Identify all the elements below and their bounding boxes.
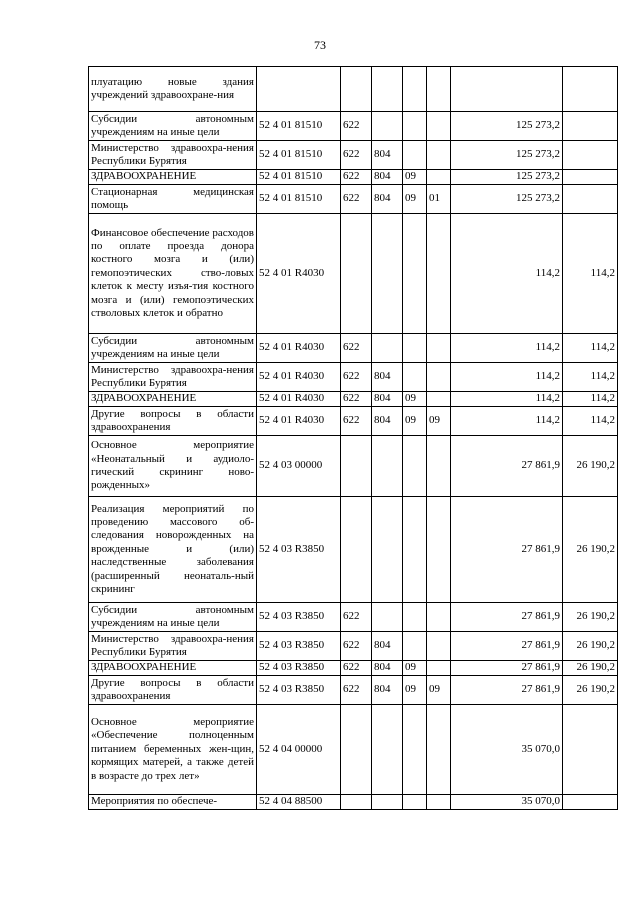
row-amount-1: 35 070,0 [451, 705, 563, 795]
budget-table-body [89, 67, 618, 810]
row-subsection [427, 112, 451, 141]
row-subsection [427, 705, 451, 795]
row-amount-2 [563, 795, 618, 810]
page-number: 73 [314, 38, 326, 52]
row-section: 09 [403, 661, 427, 676]
row-code: 52 4 01 81510 [257, 141, 341, 170]
row-expense-type: 622 [341, 632, 372, 661]
row-code: 52 4 04 00000 [257, 705, 341, 795]
row-amount-2: 26 190,2 [563, 436, 618, 497]
row-expense-type: 622 [341, 112, 372, 141]
row-amount-1: 125 273,2 [451, 185, 563, 214]
row-section [403, 141, 427, 170]
row-expense-type: 622 [341, 185, 372, 214]
row-section [403, 632, 427, 661]
row-section [403, 112, 427, 141]
row-code: 52 4 01 R4030 [257, 392, 341, 407]
row-amount-1: 125 273,2 [451, 112, 563, 141]
row-name: Другие вопросы в области здравоохранения [89, 676, 257, 705]
row-amount-1: 114,2 [451, 407, 563, 436]
table-row [89, 392, 618, 407]
row-section [403, 67, 427, 112]
row-section: 09 [403, 392, 427, 407]
row-name: ЗДРАВООХРАНЕНИЕ [89, 661, 257, 676]
row-name: Реализация мероприятий по проведению массового об-следования новорожденных на врожденные и (или) наследственные заболевания (расширенный неонаталь-ный скрининг [89, 497, 257, 603]
row-code: 52 4 03 R3850 [257, 632, 341, 661]
row-code [257, 67, 341, 112]
row-ministry [372, 497, 403, 603]
table-row [89, 185, 618, 214]
row-code: 52 4 01 81510 [257, 170, 341, 185]
row-amount-2: 114,2 [563, 392, 618, 407]
row-name: Министерство здравоохра-нения Республики Бурятия [89, 141, 257, 170]
row-name: Основное мероприятие «Неонатальный и аудиоло-гический скрининг ново-рожденных» [89, 436, 257, 497]
row-amount-1: 114,2 [451, 214, 563, 334]
table-row [89, 603, 618, 632]
row-code: 52 4 01 81510 [257, 112, 341, 141]
row-amount-2: 26 190,2 [563, 661, 618, 676]
table-row [89, 170, 618, 185]
table-row [89, 497, 618, 603]
row-ministry [372, 705, 403, 795]
row-name: Стационарная медицинская помощь [89, 185, 257, 214]
table-row [89, 141, 618, 170]
row-ministry: 804 [372, 185, 403, 214]
row-subsection [427, 603, 451, 632]
row-amount-1: 27 861,9 [451, 436, 563, 497]
row-amount-2: 26 190,2 [563, 497, 618, 603]
row-section [403, 334, 427, 363]
row-amount-2 [563, 67, 618, 112]
row-name: Субсидии автономным учреждениям на иные цели [89, 112, 257, 141]
table-row [89, 632, 618, 661]
row-ministry [372, 112, 403, 141]
row-amount-1 [451, 67, 563, 112]
row-expense-type [341, 436, 372, 497]
row-section: 09 [403, 170, 427, 185]
row-code: 52 4 03 00000 [257, 436, 341, 497]
row-name: Субсидии автономным учреждениям на иные цели [89, 334, 257, 363]
row-section: 09 [403, 407, 427, 436]
table-row [89, 676, 618, 705]
row-amount-1: 114,2 [451, 392, 563, 407]
row-amount-2: 114,2 [563, 214, 618, 334]
row-code: 52 4 01 81510 [257, 185, 341, 214]
row-code: 52 4 01 R4030 [257, 407, 341, 436]
row-section [403, 363, 427, 392]
table-row [89, 436, 618, 497]
row-amount-1: 27 861,9 [451, 497, 563, 603]
row-expense-type: 622 [341, 363, 372, 392]
row-ministry: 804 [372, 170, 403, 185]
row-section [403, 497, 427, 603]
row-amount-1: 114,2 [451, 363, 563, 392]
row-amount-2: 26 190,2 [563, 632, 618, 661]
row-expense-type: 622 [341, 170, 372, 185]
row-subsection [427, 497, 451, 603]
row-amount-2: 26 190,2 [563, 603, 618, 632]
budget-table [88, 66, 618, 810]
row-code: 52 4 03 R3850 [257, 661, 341, 676]
row-name: Основное мероприятие «Обеспечение полноценным питанием беременных жен-щин, кормящих матерей, а также детей в возрасте до трех лет» [89, 705, 257, 795]
row-expense-type: 622 [341, 334, 372, 363]
table-row [89, 214, 618, 334]
row-expense-type: 622 [341, 676, 372, 705]
row-subsection [427, 141, 451, 170]
row-code: 52 4 01 R4030 [257, 363, 341, 392]
row-subsection [427, 661, 451, 676]
row-section [403, 214, 427, 334]
row-subsection [427, 170, 451, 185]
row-amount-1: 125 273,2 [451, 141, 563, 170]
row-amount-1: 114,2 [451, 334, 563, 363]
row-expense-type [341, 214, 372, 334]
row-ministry: 804 [372, 392, 403, 407]
row-subsection [427, 436, 451, 497]
row-subsection [427, 214, 451, 334]
row-section [403, 705, 427, 795]
row-section [403, 795, 427, 810]
row-amount-1: 35 070,0 [451, 795, 563, 810]
row-ministry: 804 [372, 661, 403, 676]
table-row [89, 705, 618, 795]
row-subsection: 01 [427, 185, 451, 214]
row-ministry [372, 436, 403, 497]
row-amount-1: 27 861,9 [451, 676, 563, 705]
table-row [89, 363, 618, 392]
row-expense-type [341, 795, 372, 810]
row-amount-2 [563, 185, 618, 214]
row-amount-2 [563, 170, 618, 185]
row-code: 52 4 03 R3850 [257, 676, 341, 705]
row-amount-1: 27 861,9 [451, 603, 563, 632]
row-amount-2: 114,2 [563, 334, 618, 363]
row-code: 52 4 01 R4030 [257, 214, 341, 334]
row-code: 52 4 04 88500 [257, 795, 341, 810]
table-row [89, 112, 618, 141]
row-name: Мероприятия по обеспече- [89, 795, 257, 810]
table-row [89, 334, 618, 363]
row-subsection [427, 795, 451, 810]
row-section: 09 [403, 185, 427, 214]
row-expense-type [341, 497, 372, 603]
row-amount-2: 114,2 [563, 407, 618, 436]
row-ministry [372, 334, 403, 363]
row-subsection: 09 [427, 407, 451, 436]
row-name: ЗДРАВООХРАНЕНИЕ [89, 170, 257, 185]
row-ministry: 804 [372, 363, 403, 392]
row-name: Финансовое обеспечение расходов по оплате проезда донора костного мозга и (или) гемопоэтических ство-ловых клеток к месту изъя-тия костного мозга и (или) гемопоэтических стволовых клеток и обратно [89, 214, 257, 334]
row-amount-2: 26 190,2 [563, 676, 618, 705]
row-amount-2 [563, 112, 618, 141]
row-ministry [372, 603, 403, 632]
row-name: плуатацию новые здания учреждений здравоохране-ния [89, 67, 257, 112]
table-row [89, 795, 618, 810]
row-ministry [372, 795, 403, 810]
row-amount-1: 27 861,9 [451, 661, 563, 676]
table-row [89, 661, 618, 676]
row-expense-type: 622 [341, 141, 372, 170]
row-name: Субсидии автономным учреждениям на иные цели [89, 603, 257, 632]
row-subsection [427, 67, 451, 112]
row-expense-type: 622 [341, 407, 372, 436]
row-name: Другие вопросы в области здравоохранения [89, 407, 257, 436]
row-section: 09 [403, 676, 427, 705]
row-amount-1: 27 861,9 [451, 632, 563, 661]
row-ministry: 804 [372, 407, 403, 436]
table-row [89, 407, 618, 436]
row-expense-type [341, 67, 372, 112]
row-name: Министерство здравоохра-нения Республики Бурятия [89, 632, 257, 661]
row-subsection [427, 363, 451, 392]
row-code: 52 4 03 R3850 [257, 497, 341, 603]
row-expense-type: 622 [341, 392, 372, 407]
row-subsection [427, 334, 451, 363]
row-name: Министерство здравоохра-нения Республики Бурятия [89, 363, 257, 392]
row-ministry: 804 [372, 632, 403, 661]
row-section [403, 436, 427, 497]
table-row [89, 67, 618, 112]
row-name: ЗДРАВООХРАНЕНИЕ [89, 392, 257, 407]
row-amount-2 [563, 705, 618, 795]
row-code: 52 4 03 R3850 [257, 603, 341, 632]
row-subsection [427, 392, 451, 407]
row-expense-type: 622 [341, 603, 372, 632]
row-amount-1: 125 273,2 [451, 170, 563, 185]
row-ministry: 804 [372, 141, 403, 170]
row-ministry [372, 214, 403, 334]
row-ministry [372, 67, 403, 112]
row-expense-type: 622 [341, 661, 372, 676]
row-subsection: 09 [427, 676, 451, 705]
row-section [403, 603, 427, 632]
row-amount-2: 114,2 [563, 363, 618, 392]
row-code: 52 4 01 R4030 [257, 334, 341, 363]
row-amount-2 [563, 141, 618, 170]
row-subsection [427, 632, 451, 661]
row-ministry: 804 [372, 676, 403, 705]
row-expense-type [341, 705, 372, 795]
